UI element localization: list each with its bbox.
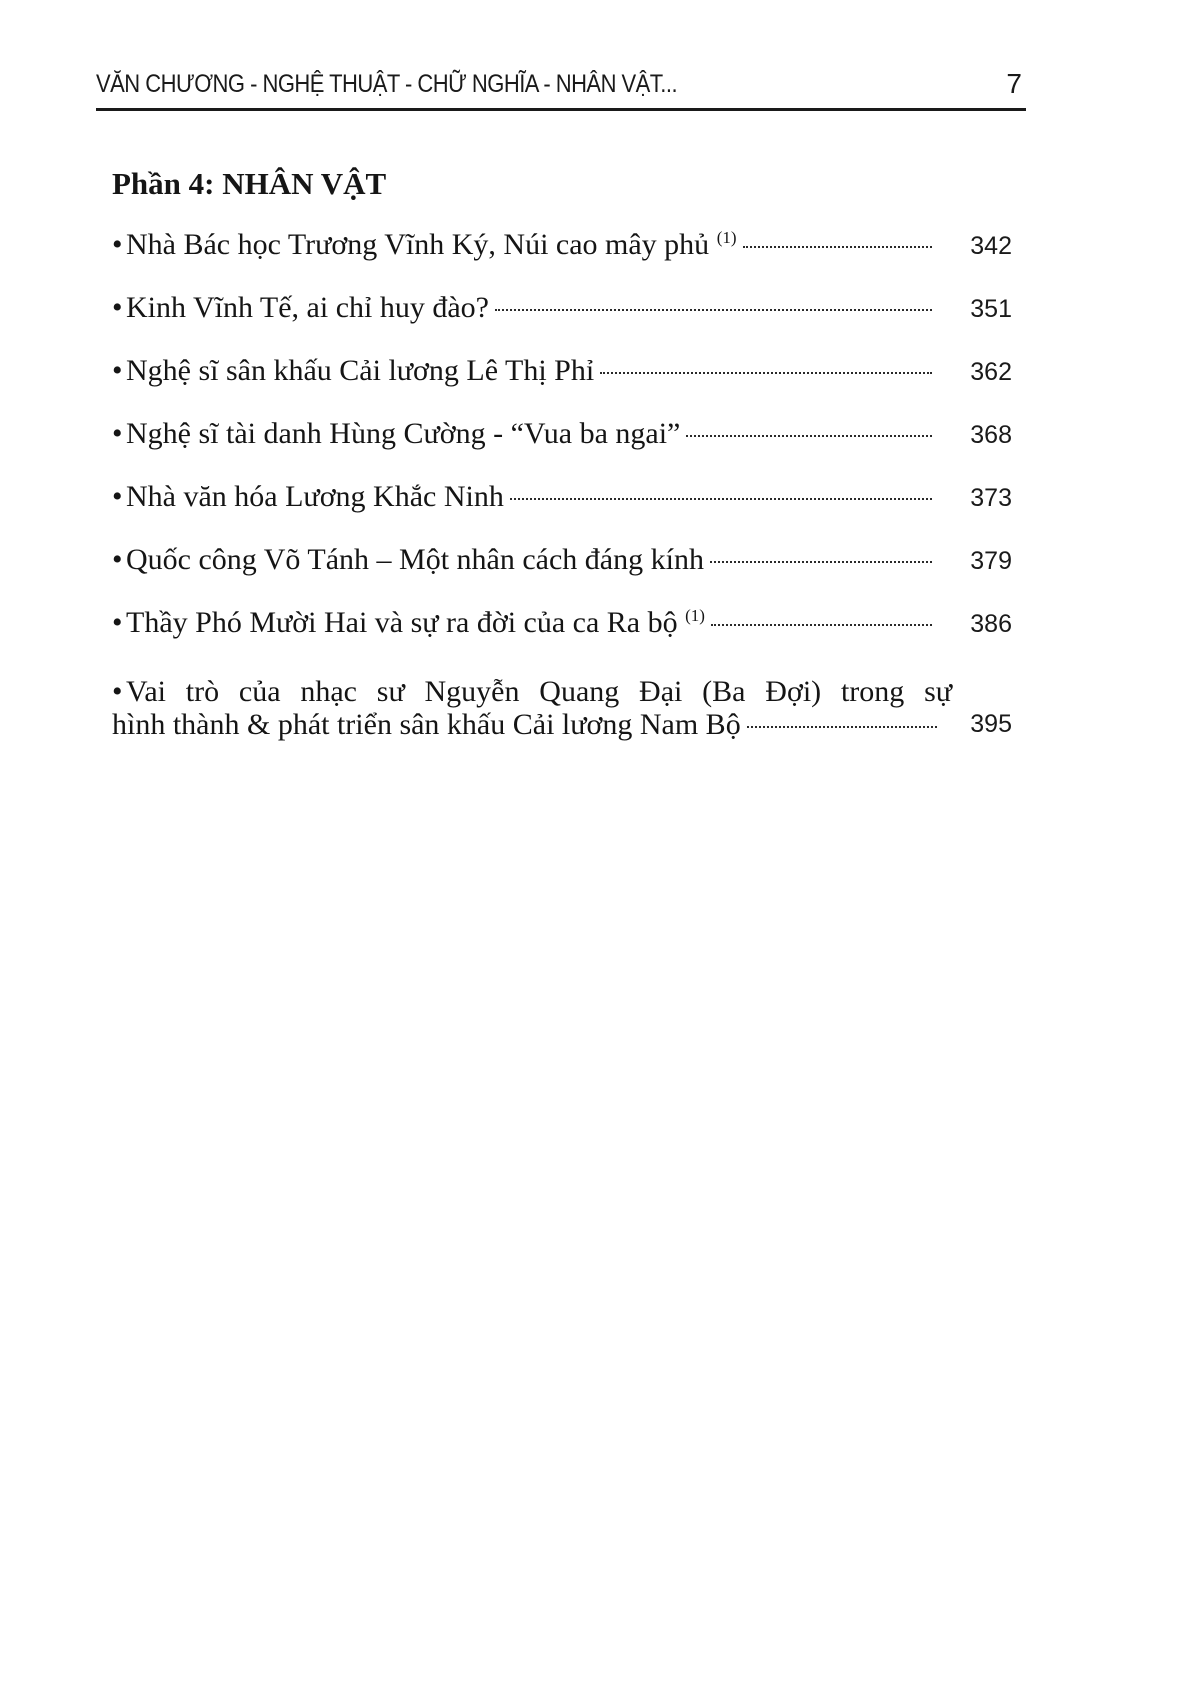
toc-entry-page: 379 bbox=[970, 547, 1012, 575]
toc-entry-title: • Nghệ sĩ sân khấu Cải lương Lê Thị Phỉ bbox=[112, 354, 595, 387]
running-title: VĂN CHƯƠNG - NGHỆ THUẬT - CHỮ NGHĨA - NHÂN VẬT... bbox=[96, 70, 678, 98]
dot-leader bbox=[711, 624, 932, 626]
dot-leader bbox=[510, 498, 932, 500]
bullet-icon: • bbox=[112, 354, 123, 387]
bullet-icon: • bbox=[112, 291, 123, 324]
dot-leader bbox=[710, 561, 932, 563]
toc-entry-title: • Nhà Bác học Trương Vĩnh Ký, Núi cao mây phủ $^{(1)}$ bbox=[112, 228, 737, 261]
toc-entry-title-line2: hình thành & phát triển sân khấu Cải lương Nam Bộ bbox=[112, 708, 741, 741]
dot-leader bbox=[495, 309, 932, 311]
dot-leader bbox=[686, 435, 932, 437]
bullet-icon: • bbox=[112, 675, 123, 708]
toc-entry-page: 395 bbox=[970, 710, 1012, 738]
toc-entry-page: 351 bbox=[970, 295, 1012, 323]
footnote-marker: (1) bbox=[685, 606, 705, 625]
table-of-contents bbox=[112, 228, 1012, 741]
toc-entry[interactable] bbox=[112, 291, 1012, 354]
toc-entry-page: 373 bbox=[970, 484, 1012, 512]
toc-entry-page: 362 bbox=[970, 358, 1012, 386]
toc-entry-page: 342 bbox=[970, 232, 1012, 260]
toc-entry-page: 386 bbox=[970, 610, 1012, 638]
toc-entry-title: • Kinh Vĩnh Tế, ai chỉ huy đào? bbox=[112, 291, 489, 324]
toc-entry-page: 368 bbox=[970, 421, 1012, 449]
dot-leader bbox=[600, 372, 932, 374]
toc-entry[interactable] bbox=[112, 417, 1012, 480]
bullet-icon: • bbox=[112, 543, 123, 576]
dot-leader bbox=[743, 246, 932, 248]
toc-entry[interactable] bbox=[112, 606, 1012, 669]
dot-leader bbox=[747, 726, 937, 728]
toc-entry[interactable] bbox=[112, 543, 1012, 606]
toc-entry-title: • Nghệ sĩ tài danh Hùng Cường - “Vua ba ngai” bbox=[112, 417, 681, 450]
toc-entry-title bbox=[112, 675, 952, 741]
toc-entry-title-line1: • Vai trò của nhạc sư Nguyễn Quang Đại (Ba Đợi) trong sự bbox=[112, 675, 952, 708]
bullet-icon: • bbox=[112, 480, 123, 513]
bullet-icon: • bbox=[112, 228, 123, 261]
section-heading: Phần 4: NHÂN VẬT bbox=[112, 166, 387, 201]
running-header bbox=[96, 66, 1026, 111]
toc-entry[interactable] bbox=[112, 675, 1012, 741]
toc-entry-title: • Thầy Phó Mười Hai và sự ra đời của ca Ra bộ $^{(1)}$ bbox=[112, 606, 705, 639]
page-number: 7 bbox=[1006, 68, 1022, 99]
toc-entry[interactable] bbox=[112, 480, 1012, 543]
toc-entry-title: • Quốc công Võ Tánh – Một nhân cách đáng kính bbox=[112, 543, 704, 576]
toc-entry[interactable] bbox=[112, 354, 1012, 417]
toc-entry[interactable] bbox=[112, 228, 1012, 291]
bullet-icon: • bbox=[112, 417, 123, 450]
toc-entry-title: • Nhà văn hóa Lương Khắc Ninh bbox=[112, 480, 504, 513]
footnote-marker: (1) bbox=[716, 228, 737, 247]
bullet-icon: • bbox=[112, 606, 123, 639]
